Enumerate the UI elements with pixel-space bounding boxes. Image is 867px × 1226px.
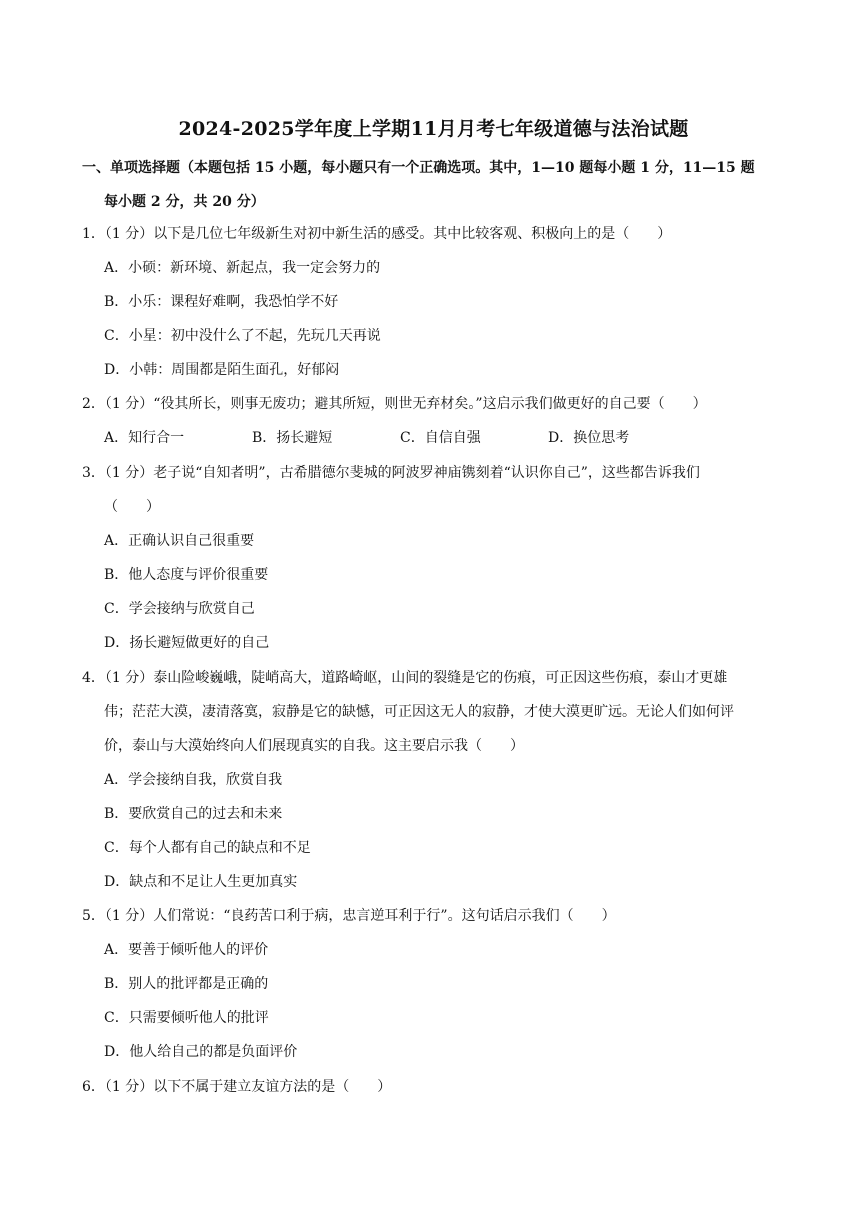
section-heading-line-1: 一、单项选择题（本题包括 15 小题，每小题只有一个正确选项。其中，1—10 题每小题 1 分，11—15 题: [82, 160, 755, 176]
question-6-stem: 6．（1 分）以下不属于建立友谊方法的是（ ）: [82, 1079, 392, 1095]
question-3-option-a: A．正确认识自己很重要: [104, 533, 255, 549]
question-1-option-a: A．小硕：新环境、新起点，我一定会努力的: [104, 260, 381, 276]
section-heading-line-2: 每小题 2 分，共 20 分）: [104, 194, 265, 210]
question-4-option-c: C．每个人都有自己的缺点和不足: [104, 840, 311, 856]
question-5-option-b: B．别人的批评都是正确的: [104, 976, 269, 992]
question-4-option-a: A．学会接纳自我，欣赏自我: [104, 772, 283, 788]
question-4-stem: 4．（1 分）泰山险峻巍峨，陡峭高大，道路崎岖，山间的裂缝是它的伤痕，可正因这些伤痕，泰山才更雄: [82, 670, 728, 686]
question-3-option-b: B．他人态度与评价很重要: [104, 567, 269, 583]
question-4-option-d: D．缺点和不足让人生更加真实: [104, 874, 298, 890]
question-5-stem: 5．（1 分）人们常说：“良药苦口利于病，忠言逆耳利于行”。这句话启示我们（ ）: [82, 908, 616, 924]
question-1-option-c: C．小星：初中没什么了不起，先玩几天再说: [104, 328, 381, 344]
question-2-option-b: B．扬长避短: [252, 430, 333, 446]
question-4-stem-cont-2: 价，泰山与大漠始终向人们展现真实的自我。这主要启示我（ ）: [104, 738, 524, 754]
question-1-stem: 1．（1 分）以下是几位七年级新生对初中新生活的感受。其中比较客观、积极向上的是（ ）: [82, 226, 672, 242]
question-2-option-a: A．知行合一: [104, 430, 185, 446]
page-title: 2024-2025学年度上学期11月月考七年级道德与法治试题: [178, 118, 689, 140]
question-3-stem-cont: （ ）: [104, 499, 160, 515]
question-5-option-c: C．只需要倾听他人的批评: [104, 1010, 269, 1026]
question-2-option-c: C．自信自强: [400, 430, 481, 446]
question-4-stem-cont-1: 伟；茫茫大漠，凄清落寞，寂静是它的缺憾，可正因这无人的寂静，才使大漠更旷远。无论人们如何评: [104, 704, 734, 720]
question-1-option-d: D．小韩：周围都是陌生面孔，好郁闷: [104, 362, 340, 378]
question-3-option-c: C．学会接纳与欣赏自己: [104, 601, 255, 617]
question-5-option-d: D．他人给自己的都是负面评价: [104, 1044, 298, 1060]
question-1-option-b: B．小乐：课程好难啊，我恐怕学不好: [104, 294, 339, 310]
question-2-options: [104, 428, 629, 448]
question-3-option-d: D．扬长避短做更好的自己: [104, 635, 270, 651]
question-3-stem: 3．（1 分）老子说“自知者明”，古希腊德尔斐城的阿波罗神庙镌刻着“认识你自己”，这些都告诉我们: [82, 465, 700, 481]
question-4-option-b: B．要欣赏自己的过去和未来: [104, 806, 283, 822]
section-heading: [82, 151, 802, 219]
question-2-stem: 2．（1 分）“役其所长，则事无废功；避其所短，则世无弃材矣。”这启示我们做更好的自己要（ ）: [82, 396, 707, 412]
question-2-option-d: D．换位思考: [548, 430, 630, 446]
question-5-option-a: A．要善于倾听他人的评价: [104, 942, 269, 958]
